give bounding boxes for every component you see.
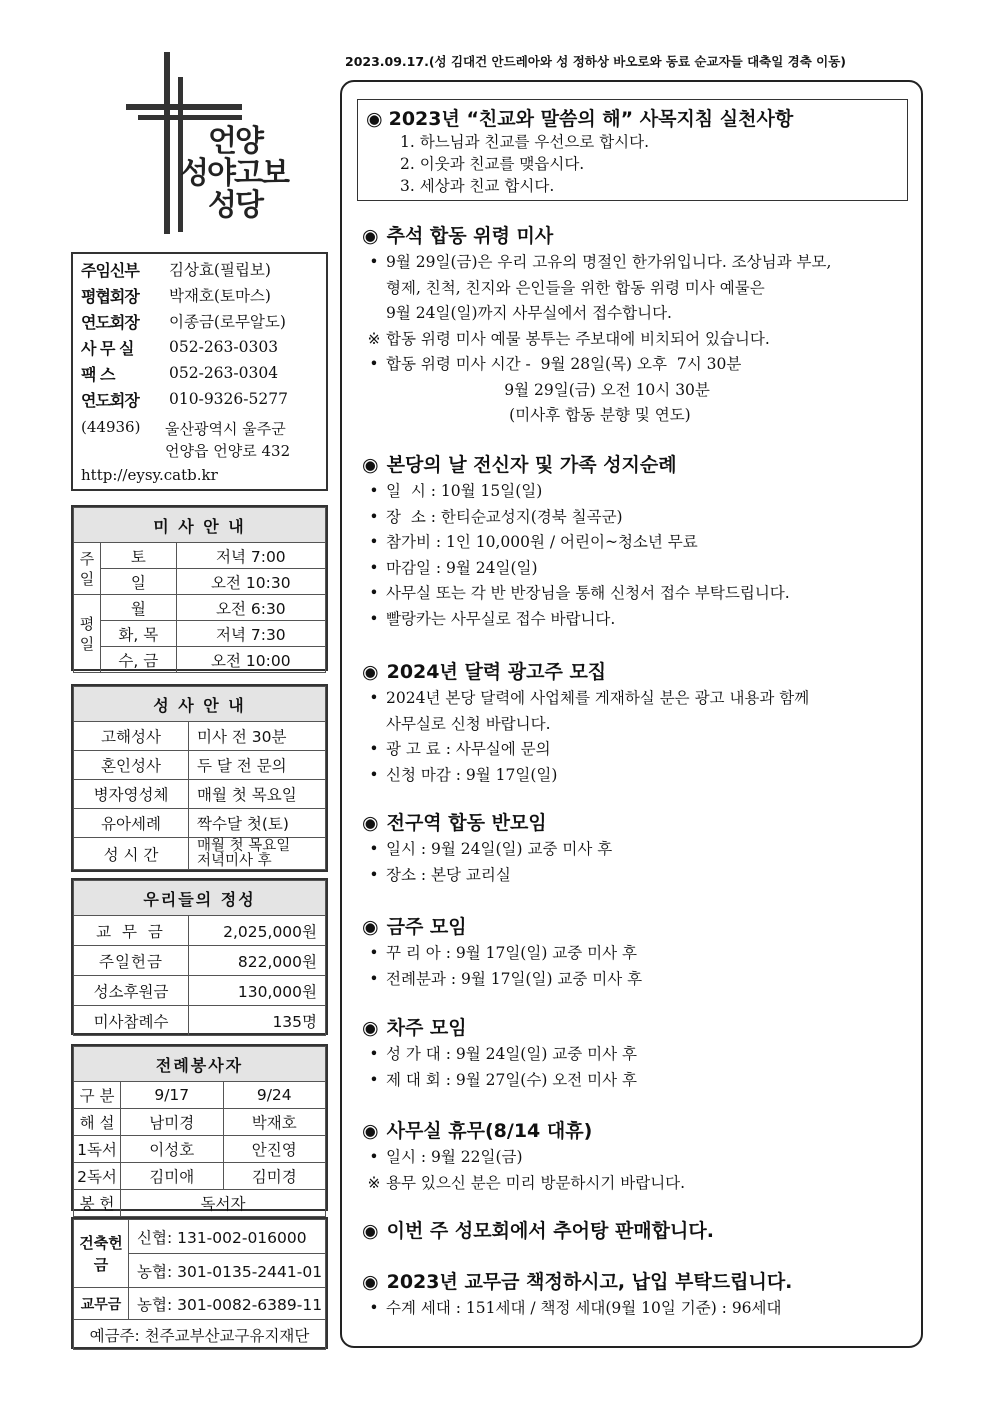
bullet-icon: • — [369, 865, 379, 884]
servers-title: 전례봉사자 — [74, 1047, 326, 1082]
weekday-label: 평일 — [74, 595, 101, 673]
notice-section — [362, 222, 917, 429]
notice-section — [362, 1117, 917, 1196]
bullet-icon: • — [369, 609, 379, 628]
section-title: ◉ 본당의 날 전신자 및 가족 성지순례 — [362, 454, 677, 476]
pastoral-item: 3. 세상과 친교 합시다. — [400, 177, 555, 195]
marker-icon: ◉ — [362, 1120, 379, 1142]
marker-icon: ◉ — [362, 916, 379, 938]
section-title: ◉ 금주 모임 — [362, 916, 467, 938]
table-row: 해 설 남미경 박재호 — [74, 1109, 326, 1136]
address-line-2: 언양읍 언양로 432 — [165, 442, 291, 460]
notice-line: 9월 29일(금) 오전 10시 30분 — [386, 380, 710, 399]
pastoral-title: ◉ 2023년 “친교와 말씀의 해” 사목지침 실천사항 — [366, 108, 794, 130]
building-fund-label: 건축헌금 — [74, 1220, 129, 1288]
notice-section — [362, 658, 917, 788]
section-title: ◉ 차주 모임 — [362, 1017, 467, 1039]
notice-line: • 제 대 회 : 9월 27일(수) 오전 미사 후 — [362, 1068, 917, 1094]
notice-line: • 장소 : 본당 교리실 — [362, 863, 917, 889]
contact-row: 평협회장 박재호(토마스) — [81, 286, 271, 306]
sacrament-table — [73, 686, 326, 870]
notice-section — [362, 809, 917, 888]
notice-line: • 일 시 : 10월 15일(일) — [362, 479, 917, 505]
bullet-icon: • — [369, 355, 379, 373]
table-row: 주일 토 저녁 7:00 — [74, 543, 326, 569]
accounts-box — [71, 1217, 328, 1349]
notice-line: 사무실로 신청 바랍니다. — [386, 714, 551, 733]
notice-line: • 꾸 리 아 : 9월 17일(일) 교중 미사 후 — [362, 941, 917, 967]
zip-code: (44936) — [81, 418, 141, 436]
section-title: ◉ 이번 주 성모회에서 추어탕 판매합니다. — [362, 1220, 714, 1242]
bullet-icon: • — [369, 840, 379, 858]
parish-logo — [118, 52, 318, 242]
table-row: 건축헌금 신협: 131-002-016000 — [74, 1220, 326, 1254]
sacrament-box — [71, 684, 328, 872]
accounts-table — [73, 1219, 326, 1350]
bullet-icon: ※ — [367, 1173, 381, 1192]
account-holder: 예금주: 천주교부산교구유지재단 — [74, 1320, 326, 1350]
section-title: ◉ 추석 합동 위령 미사 — [362, 225, 554, 247]
marker-icon: ◉ — [366, 108, 383, 130]
pastoral-item: 2. 이웃과 친교를 맺읍시다. — [400, 155, 585, 173]
bullet-icon: • — [369, 1299, 379, 1317]
table-row: 주일헌금 822,000원 — [74, 946, 326, 976]
bullet-icon: • — [369, 740, 379, 758]
notice-line: ※ 용무 있으신 분은 미리 방문하시기 바랍니다. — [362, 1171, 917, 1197]
table-row: 병자영성체 매월 첫 목요일 — [74, 780, 326, 809]
bullet-icon: • — [369, 944, 379, 962]
notice-line: (미사후 합동 분향 및 연도) — [386, 406, 691, 424]
servers-box — [71, 1044, 328, 1211]
marker-icon: ◉ — [362, 454, 379, 476]
pastoral-guideline-box — [357, 99, 908, 201]
table-row: 고해성사 미사 전 30분 — [74, 722, 326, 751]
notice-line: • 합동 위령 미사 시간 - 9월 28일(목) 오후 7시 30분 — [362, 352, 917, 378]
offering-title: 우리들의 정성 — [74, 881, 326, 916]
notice-section — [362, 1268, 917, 1322]
contact-table — [73, 256, 288, 412]
table-row: 봉 헌 독서자 — [74, 1190, 326, 1217]
bullet-icon: • — [369, 1070, 379, 1089]
bullet-icon: • — [369, 507, 379, 526]
bullet-icon: • — [369, 558, 379, 577]
notice-line: • 참가비 : 1인 10,000원 / 어린이~청소년 무료 — [362, 530, 917, 556]
mass-table — [73, 507, 326, 673]
parish-url[interactable]: http://eysy.catb.kr — [81, 466, 218, 484]
contact-row: 사 무 실 052-263-0303 — [81, 338, 279, 358]
notice-line: ※ 합동 위령 미사 예물 봉투는 주보대에 비치되어 있습니다. — [362, 327, 917, 353]
contact-box — [71, 252, 328, 491]
bulletin-dateline: 2023.09.17.(성 김대건 안드레아와 성 정하상 바오로와 동료 순교자들 대축일 경축 이동) — [345, 54, 847, 69]
notice-section — [362, 913, 917, 992]
notice-line: • 9월 29일(금)은 우리 고유의 명절인 한가위입니다. 조상님과 부모, — [362, 250, 917, 276]
table-row: 교 무 금 2,025,000원 — [74, 916, 326, 946]
table-row: 유아세례 짝수달 첫(토) — [74, 809, 326, 838]
notice-line: 형제, 친척, 친지와 은인들을 위한 합동 위령 미사 예물은 — [386, 278, 765, 297]
table-row: 일 오전 10:30 — [74, 569, 326, 595]
bullet-icon: • — [369, 584, 379, 602]
table-row: 교무금 농협: 301-0082-6389-11 — [74, 1288, 326, 1320]
bullet-icon: • — [369, 253, 379, 271]
marker-icon: ◉ — [362, 225, 379, 247]
section-title: ◉ 2024년 달력 광고주 모집 — [362, 661, 607, 683]
bullet-icon: • — [369, 765, 379, 784]
mass-title: 미 사 안 내 — [74, 508, 326, 543]
logo-line-3: 성당 — [208, 188, 262, 223]
marker-icon: ◉ — [362, 812, 379, 834]
bullet-icon: • — [369, 969, 379, 988]
marker-icon: ◉ — [362, 1271, 379, 1293]
table-row: 농협: 301-0135-2441-01 — [74, 1254, 326, 1288]
address-line-1: 울산광역시 울주군 — [165, 420, 286, 438]
table-row: 성 시 간 매월 첫 목요일 저녁미사 후 — [74, 838, 326, 870]
contact-row: 연도회장 이종금(로무알도) — [81, 312, 286, 332]
notice-line: • 일시 : 9월 24일(일) 교중 미사 후 — [362, 837, 917, 863]
notice-line: • 2024년 본당 달력에 사업체를 게재하실 분은 광고 내용과 함께 — [362, 686, 917, 712]
notice-line: • 마감일 : 9월 24일(일) — [362, 556, 917, 582]
notice-section — [362, 451, 917, 632]
table-row: 구 분 9/17 9/24 — [74, 1082, 326, 1109]
logo-line-1: 언양 — [208, 124, 262, 159]
marker-icon: ◉ — [362, 661, 379, 683]
notice-line: • 광 고 료 : 사무실에 문의 — [362, 737, 917, 763]
section-title: ◉ 전구역 합동 반모임 — [362, 812, 547, 834]
bullet-icon: • — [369, 482, 379, 500]
offering-table — [73, 880, 326, 1036]
notice-line: • 빨랑카는 사무실로 접수 바랍니다. — [362, 607, 917, 633]
bullet-icon: • — [369, 533, 379, 551]
notice-line: • 성 가 대 : 9월 24일(일) 교중 미사 후 — [362, 1042, 917, 1068]
table-row: 성소후원금 130,000원 — [74, 976, 326, 1006]
sacrament-title: 성 사 안 내 — [74, 687, 326, 722]
table-row: 화, 목 저녁 7:30 — [74, 621, 326, 647]
marker-icon: ◉ — [362, 1220, 379, 1242]
table-row: 미사참례수 135명 — [74, 1006, 326, 1036]
section-title: ◉ 2023년 교무금 책정하시고, 납입 부탁드립니다. — [362, 1271, 793, 1293]
bullet-icon: • — [369, 689, 379, 707]
table-row: 평일 월 오전 6:30 — [74, 595, 326, 621]
tithe-label: 교무금 — [74, 1288, 129, 1320]
notice-line: 9월 24일(일)까지 사무실에서 접수합니다. — [386, 304, 672, 322]
bullet-icon: ※ — [367, 329, 381, 348]
section-title: ◉ 사무실 휴무(8/14 대휴) — [362, 1120, 593, 1142]
notice-line: • 신청 마감 : 9월 17일(일) — [362, 763, 917, 789]
logo-line-2: 성야고보 — [180, 156, 288, 191]
bullet-icon: • — [369, 1045, 379, 1063]
bullet-icon: • — [369, 1148, 379, 1166]
table-row: 혼인성사 두 달 전 문의 — [74, 751, 326, 780]
notice-line: • 장 소 : 한티순교성지(경북 칠곡군) — [362, 505, 917, 531]
servers-table — [73, 1046, 326, 1217]
table-row — [74, 1320, 326, 1350]
table-row: 1독서 이성호 안진영 — [74, 1136, 326, 1163]
marker-icon: ◉ — [362, 1017, 379, 1039]
notice-line: • 전례분과 : 9월 17일(일) 교중 미사 후 — [362, 967, 917, 993]
contact-row: 연도회장 010-9326-5277 — [81, 390, 288, 410]
table-row: 2독서 김미애 김미경 — [74, 1163, 326, 1190]
contact-row: 팩 스 052-263-0304 — [81, 364, 279, 384]
notice-line: • 사무실 또는 각 반 반장님을 통해 신청서 접수 부탁드립니다. — [362, 581, 917, 607]
notice-section — [362, 1014, 917, 1093]
offering-box — [71, 878, 328, 1035]
notice-line: • 수계 세대 : 151세대 / 책정 세대(9월 10일 기준) : 96세대 — [362, 1296, 917, 1322]
mass-schedule-box — [71, 505, 328, 671]
notice-line: • 일시 : 9월 22일(금) — [362, 1145, 917, 1171]
pastoral-item: 1. 하느님과 친교를 우선으로 합시다. — [400, 133, 650, 151]
sunday-label: 주일 — [74, 543, 101, 595]
notice-section — [362, 1217, 917, 1245]
contact-row: 주임신부 김상효(필립보) — [81, 260, 271, 280]
table-row: 수, 금 오전 10:00 — [74, 647, 326, 673]
